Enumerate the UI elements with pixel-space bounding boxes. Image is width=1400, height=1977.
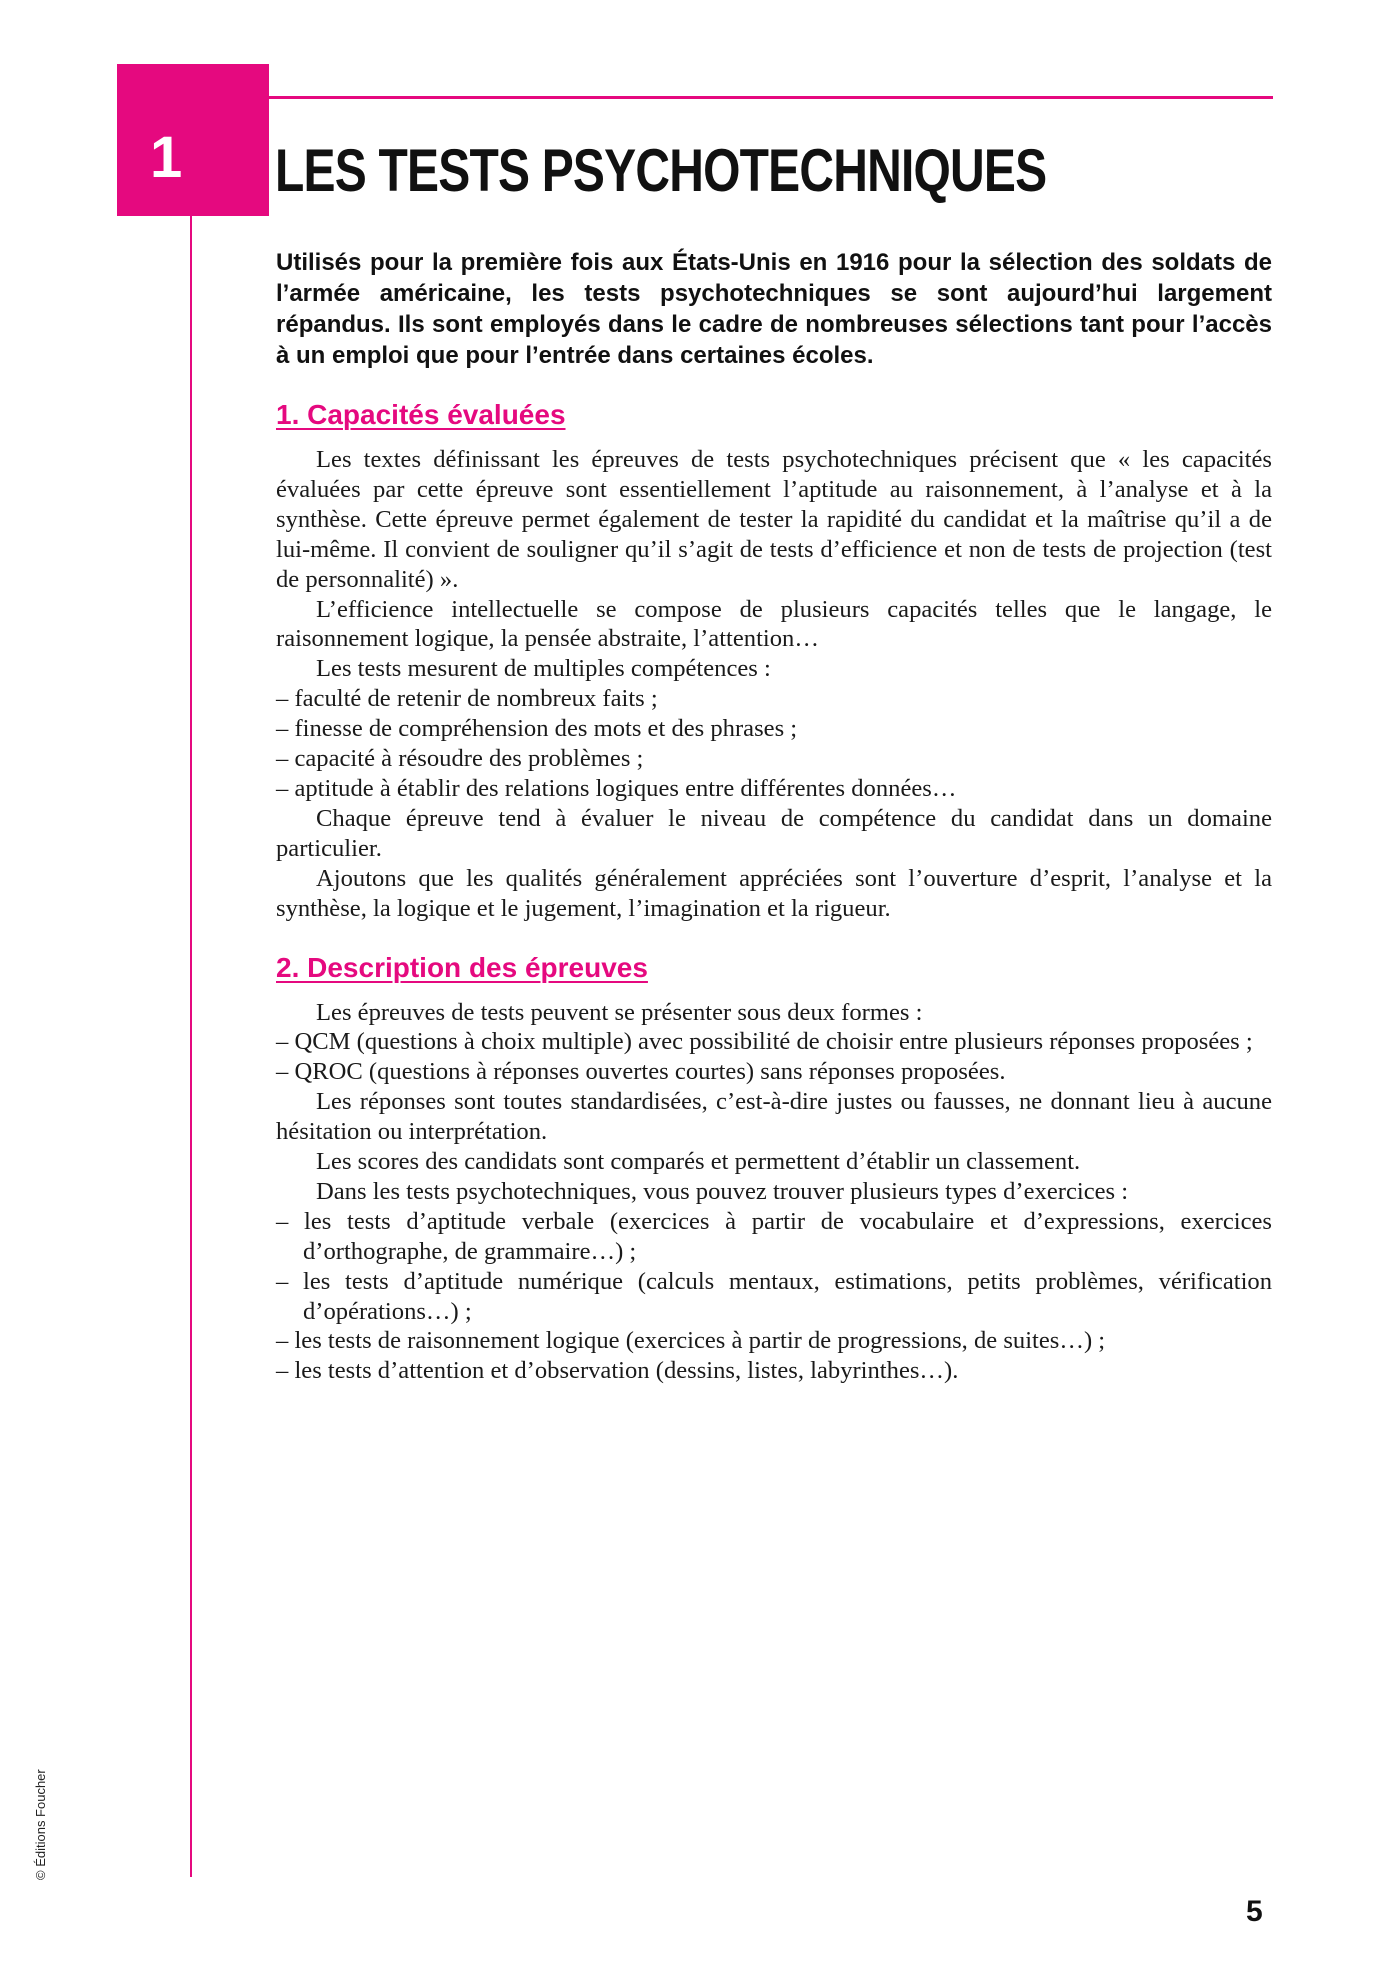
paragraph: Chaque épreuve tend à évaluer le niveau de compétence du candidat dans un domaine particulier.: [276, 804, 1272, 862]
chapter-number: 1: [150, 125, 183, 190]
paragraph: Les épreuves de tests peuvent se présenter sous deux formes :: [316, 998, 923, 1026]
paragraph: Les textes définissant les épreuves de tests psychotechniques précisent que « les capacités évaluées par cette épreuve sont essentiellement l’aptitude au raisonnement, à l’analyse et à la synthèse. Cette épreuve permet également de tester la rapidité du candidat et la maîtrise qu’il a de lui-même. Il convient de souligner qu’il s’agit de tests d’efficience et non de tests de projection (test de personnalité) ».: [276, 446, 1272, 593]
page-number: 5: [1246, 1895, 1263, 1928]
list-item: – finesse de compréhension des mots et des phrases ;: [276, 715, 798, 743]
list-item: – les tests d’aptitude numérique (calculs mentaux, estimations, petits problèmes, vérification d’opérations…) ;: [276, 1267, 1272, 1325]
section-heading: 2. Description des épreuves: [276, 951, 648, 983]
section-description: [276, 950, 1272, 1387]
paragraph: Dans les tests psychotechniques, vous pouvez trouver plusieurs types d’exercices :: [316, 1177, 1129, 1205]
section-capacites: [276, 397, 1272, 924]
list-item: – les tests d’attention et d’observation (dessins, listes, labyrinthes…).: [276, 1357, 959, 1385]
main-content: [276, 247, 1272, 1412]
copyright-notice: © Éditions Foucher: [33, 1769, 48, 1880]
paragraph: L’efficience intellectuelle se compose de plusieurs capacités telles que le langage, le raisonnement logique, la pensée abstraite, l’attention…: [276, 595, 1272, 653]
intro-paragraph: Utilisés pour la première fois aux États-Unis en 1916 pour la sélection des soldats de l’armée américaine, les tests psychotechniques se sont aujourd’hui largement répandus. Ils sont employés dans le cadre de nombreuses sélections tant pour l’accès à un emploi que pour l’entrée dans certaines écoles.: [276, 249, 1272, 369]
chapter-number-box: [117, 64, 269, 216]
list-item: – QROC (questions à réponses ouvertes courtes) sans réponses proposées.: [276, 1058, 1006, 1086]
section-heading: 1. Capacités évaluées: [276, 399, 566, 430]
list-item: – aptitude à établir des relations logiques entre différentes données…: [276, 774, 957, 802]
page-title: LES TESTS PSYCHOTECHNIQUES: [275, 137, 1047, 204]
list-item: – faculté de retenir de nombreux faits ;: [276, 685, 658, 713]
list-item: – les tests d’aptitude verbale (exercices à partir de vocabulaire et d’expressions, exercices d’orthographe, de grammaire…) ;: [276, 1207, 1272, 1265]
side-divider: [190, 216, 192, 1877]
paragraph: Les réponses sont toutes standardisées, c’est-à-dire justes ou fausses, ne donnant lieu à aucune hésitation ou interprétation.: [276, 1088, 1272, 1146]
paragraph: Ajoutons que les qualités généralement appréciées sont l’ouverture d’esprit, l’analyse et la synthèse, la logique et le jugement, l’imagination et la rigueur.: [276, 864, 1272, 922]
top-divider: [269, 96, 1273, 99]
paragraph: Les scores des candidats sont comparés et permettent d’établir un classement.: [316, 1148, 1081, 1176]
list-item: – QCM (questions à choix multiple) avec possibilité de choisir entre plusieurs réponses proposées ;: [276, 1028, 1253, 1056]
paragraph: Les tests mesurent de multiples compétences :: [316, 655, 771, 683]
list-item: – les tests de raisonnement logique (exercices à partir de progressions, de suites…) ;: [276, 1327, 1106, 1355]
list-item: – capacité à résoudre des problèmes ;: [276, 745, 644, 773]
